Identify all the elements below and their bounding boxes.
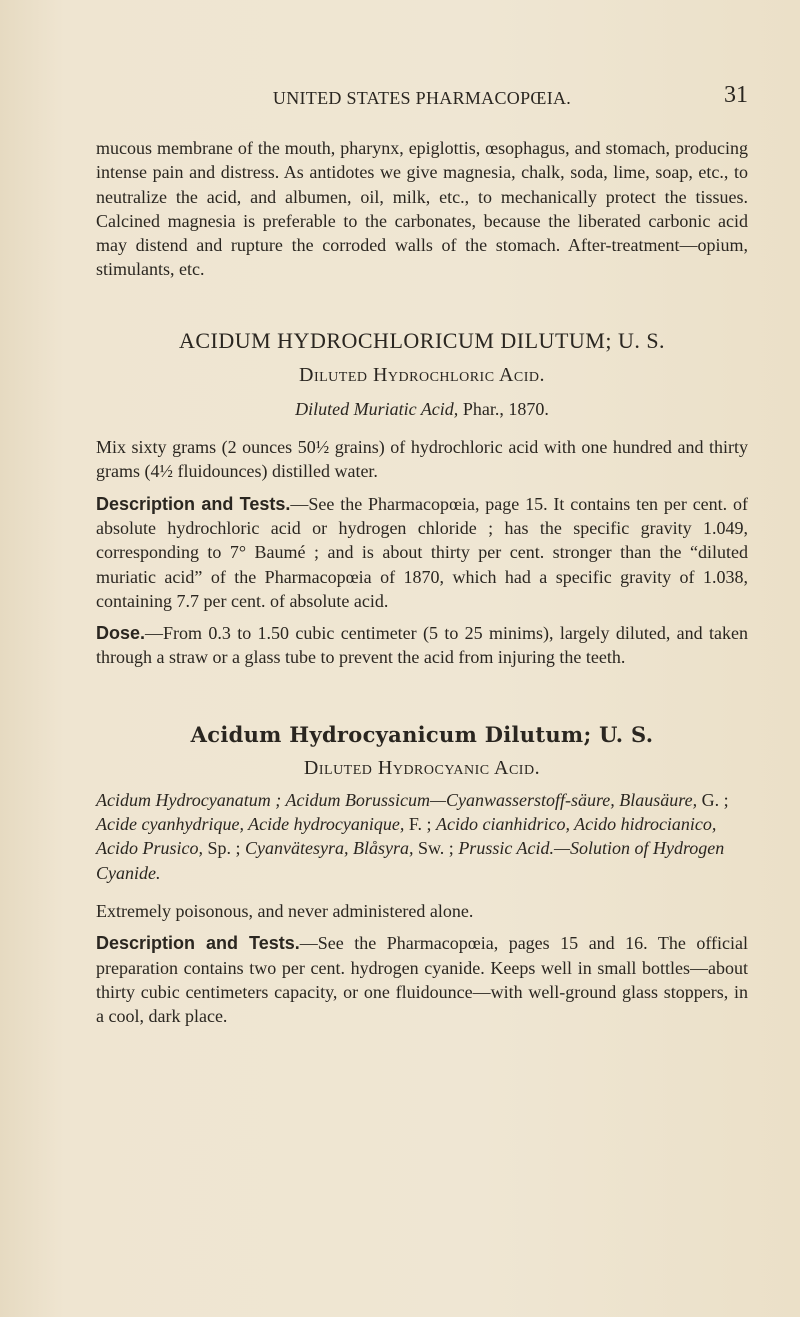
running-title: UNITED STATES PHARMACOPŒIA. xyxy=(272,88,572,108)
synonym-latin-german: Acidum Hydrocyanatum ; Acidum Borussicum—Cyanwasserstoff-säure, Blausäure, xyxy=(96,789,698,810)
continuation-paragraph: mucous membrane of the mouth, pharynx, epiglottis, œsophagus, and stomach, producing intense pain and distress. As antidotes we give magnesia, chalk, soda, lime, soap, etc., to neutralize the acid, and albumen, oil, milk, etc., to mechanically protect the tissues. Calcined magnesia is preferable to the carbonates, because the liberated carbonic acid may distend and rupture the corroded walls of the stomach. After-treatment—opium, stimulants, etc. xyxy=(96,138,748,280)
section-title-hydrocyanic: Acidum Hydrocyanicum Dilutum; U. S. xyxy=(190,721,654,747)
description-paragraph-hydrocyanic xyxy=(96,931,748,1028)
dose-paragraph xyxy=(96,621,748,670)
lang-swedish: Sw. ; xyxy=(413,838,459,859)
preparation-paragraph: Mix sixty grams (2 ounces 50½ grains) of hydrochloric acid with one hundred and thirty grams (4½ fluidounces) distilled water. xyxy=(96,437,748,482)
synonym-french: Acide cyanhydrique, Acide hydrocyanique, xyxy=(96,814,405,835)
synonym-swedish: Cyanvätesyra, Blåsyra, xyxy=(245,838,414,859)
lang-german: G. ; xyxy=(697,789,729,810)
synonyms-paragraph xyxy=(96,788,748,885)
synonym-line xyxy=(96,397,748,421)
lang-spanish: Sp. ; xyxy=(202,838,245,859)
synonym-spanish: Acido cianhidrico, Acido hidrocianico, Acido Prusico, xyxy=(96,814,717,859)
description-text: —See the Pharmacopœia, page 15. It contains ten per cent. of absolute hydrochloric acid or hydrogen chloride ; has the specific gravity 1.049, corresponding to 7° Baumé ; and is about thirty per cent. stronger than the “diluted muriatic acid” of the Pharmacopœia of 1870, which had a specific gravity of 1.038, containing 7.7 per cent. of absolute acid. xyxy=(96,493,748,611)
description-text: —See the Pharmacopœia, pages 15 and 16. The official preparation contains two per cent. hydrogen cyanide. Keeps well in small bottles—about thirty cubic centimeters capacity, or one fluidounce—with well-ground glass stoppers, in a cool, dark place. xyxy=(96,933,749,1027)
section-title-hydrochloric: ACIDUM HYDROCHLORICUM DILUTUM; U. S. xyxy=(178,327,666,353)
description-heading: Description and Tests. xyxy=(96,933,300,954)
dose-heading: Dose. xyxy=(96,623,146,644)
description-paragraph-hydrochloric xyxy=(96,492,748,613)
page-number: 31 xyxy=(724,82,748,108)
running-header xyxy=(96,0,748,122)
section-subtitle-hydrochloric: Diluted Hydrochloric Acid. xyxy=(299,363,545,386)
synonym-name: Diluted Muriatic Acid, xyxy=(295,398,459,419)
description-heading: Description and Tests. xyxy=(96,493,291,514)
synonym-english: Prussic Acid.—Solution of Hydrogen Cyanide. xyxy=(96,838,725,883)
lang-french: F. ; xyxy=(404,814,436,835)
warning-paragraph: Extremely poisonous, and never administered alone. xyxy=(96,900,474,921)
synonym-source: Phar., 1870. xyxy=(458,398,549,419)
section-subtitle-hydrocyanic: Diluted Hydrocyanic Acid. xyxy=(303,756,541,779)
dose-text: —From 0.3 to 1.50 cubic centimeter (5 to 25 minims), largely diluted, and taken through a straw or a glass tube to prevent the acid from injuring the teeth. xyxy=(96,623,748,668)
